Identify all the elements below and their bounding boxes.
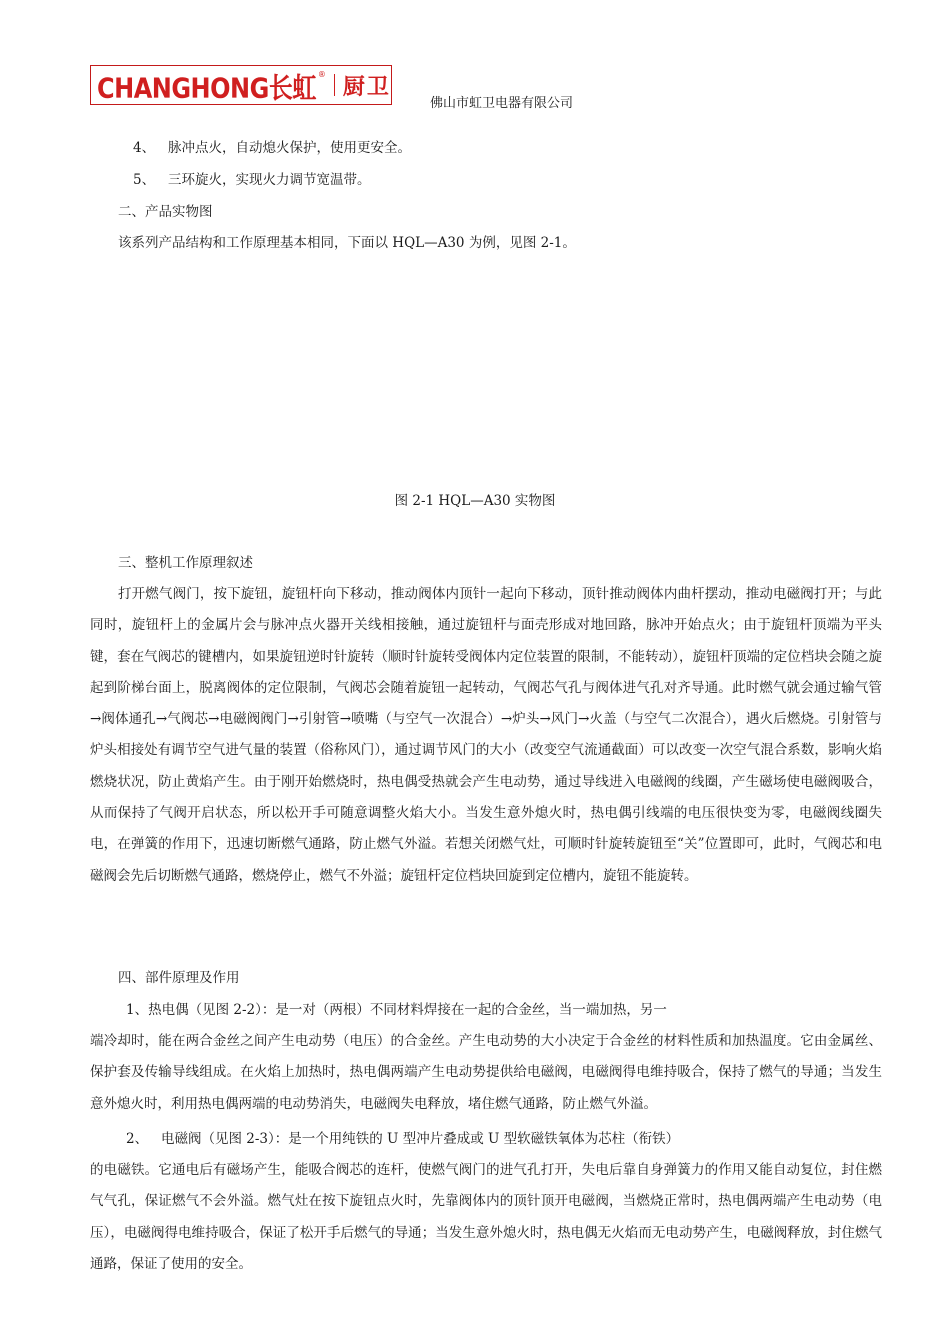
solenoid-first-line — [126, 1129, 679, 1149]
section2-intro: 该系列产品结构和工作原理基本相同，下面以 HQL—A30 为例，见图 2-1。 — [118, 235, 576, 251]
thermocouple-body: 端冷却时，能在两合金丝之间产生电动势（电压）的合金丝。产生电动势的大小决定于合金丝的材料性质和加热温度。它由金属丝、保护套及传输导线组成。在火焰上加热时，热电偶两端产生电动势提供给电磁阀，电磁阀得电维持吸合，保持了燃气的导通；当发生意外熄火时，利用热电偶两端的电动势消失，电磁阀失电释放，堵住燃气通路，防止燃气外溢。 — [90, 1033, 882, 1112]
section3-body: 打开燃气阀门，按下旋钮，旋钮杆向下移动，推动阀体内顶针一起向下移动，顶针推动阀体内曲杆摆动，推动电磁阀打开；与此同时，旋钮杆上的金属片会与脉冲点火器开关线相接触，通过旋钮杆与面壳形成对地回路，脉冲开始点火；由于旋钮杆顶端为平头键，套在气阀芯的键槽内，如果旋钮逆时针旋转（顺时针旋转受阀体内定位装置的限制，不能转动），旋钮杆顶端的定位档块会随之旋起到阶梯台面上，脱离阀体的定位限制，气阀芯会随着旋钮一起转动，气阀芯气孔与阀体进气孔对齐导通。此时燃气就会通过输气管→阀体通孔→气阀芯→电磁阀阀门→引射管→喷嘴（与空气一次混合）→炉头→风门→火盖（与空气二次混合），遇火后燃烧。引射管与炉头相接处有调节空气进气量的装置（俗称风门），通过调节风门的大小（改变空气流通截面）可以改变一次空气混合系数，影响火焰燃烧状况，防止黄焰产生。由于刚开始燃烧时，热电偶受热就会产生电动势，通过导线进入电磁阀的线圈，产生磁场使电磁阀吸合，从而保持了气阀开启状态，所以松开手可随意调整火焰大小。当发生意外熄火时，热电偶引线端的电压很快变为零，电磁阀线圈失电，在弹簧的作用下，迅速切断燃气通路，防止燃气外溢。若想关闭燃气灶，可顺时针旋转旋钮至“关”位置即可，此时，气阀芯和电磁阀会先后切断燃气通路，燃烧停止，燃气不外溢；旋钮杆定位档块回旋到定位槽内，旋钮不能旋转。 — [90, 586, 882, 884]
solenoid-title: 电磁阀（见图 2-3）：是一个用纯铁的 U 型冲片叠成或 U 型软磁铁氧体为芯柱（衔铁） — [160, 1131, 680, 1147]
logo-sub-text: 厨卫 — [342, 74, 391, 100]
feature-text: 脉冲点火，自动熄火保护，使用更安全。 — [167, 140, 411, 156]
section2-heading: 二、产品实物图 — [118, 204, 213, 220]
feature-number: 4、 — [133, 140, 156, 156]
logo-brand-text: CHANGHONG长虹 — [97, 71, 316, 104]
thermocouple-first-line: 1、热电偶（见图 2-2）：是一对（两根）不同材料焊接在一起的合金丝，当一端加热，另一 — [126, 1002, 667, 1018]
feature-item-4 — [133, 138, 411, 158]
company-logo — [90, 65, 392, 105]
section4-heading: 四、部件原理及作用 — [118, 970, 240, 986]
figure-caption: 图 2-1 HQL—A30 实物图 — [394, 493, 556, 509]
solenoid-number: 2、 — [126, 1131, 149, 1147]
feature-text: 三环旋火，实现火力调节宽温带。 — [167, 172, 371, 188]
solenoid-body: 的电磁铁。它通电后有磁场产生，能吸合阀芯的连杆，使燃气阀门的进气孔打开，失电后靠自身弹簧力的作用又能自动复位，封住燃气气孔，保证燃气不会外溢。燃气灶在按下旋钮点火时，先靠阀体内的顶针顶开电磁阀，当燃烧正常时，热电偶两端产生电动势（电压），电磁阀得电维持吸合，保证了松开手后燃气的导通；当发生意外熄火时，热电偶无火焰而无电动势产生，电磁阀释放，封住燃气通路，保证了使用的安全。 — [90, 1162, 882, 1272]
feature-number: 5、 — [133, 172, 156, 188]
feature-item-5 — [133, 170, 370, 190]
logo-registered-mark: ® — [317, 70, 326, 79]
section3-heading: 三、整机工作原理叙述 — [118, 555, 253, 571]
logo-divider — [334, 74, 335, 96]
company-name: 佛山市虹卫电器有限公司 — [430, 96, 574, 111]
